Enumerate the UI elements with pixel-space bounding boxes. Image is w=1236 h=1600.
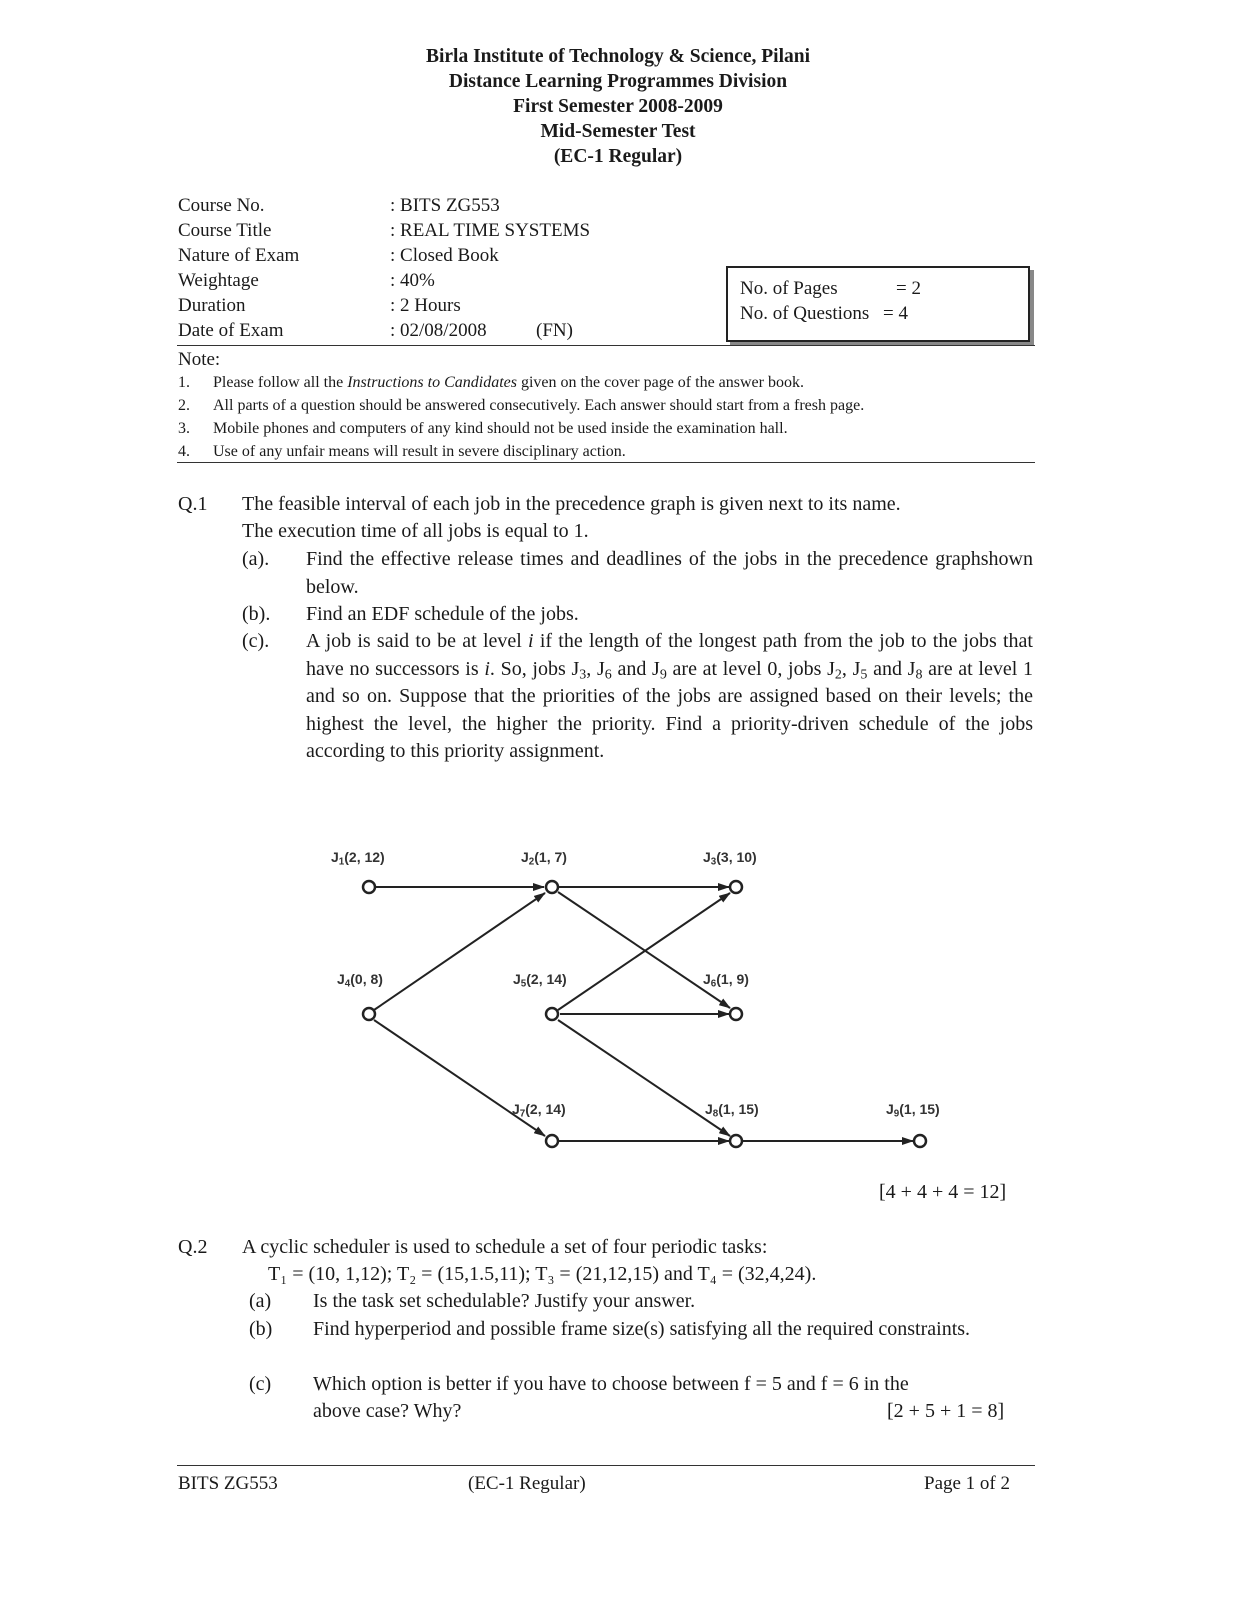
- division-name: Distance Learning Programmes Division: [448, 71, 788, 92]
- footer-exam: (EC-1 Regular): [468, 1473, 586, 1494]
- pages-label: No. of Pages: [740, 278, 838, 299]
- note-num: 4.: [178, 443, 190, 460]
- info-label: Course No.: [178, 195, 265, 216]
- page-number: Page 1 of 2: [924, 1473, 1011, 1494]
- graph-node-j2: [546, 881, 558, 893]
- test-name: Mid-Semester Test: [540, 121, 696, 142]
- graph-node-j8: [730, 1135, 742, 1147]
- question-intro: A cyclic scheduler is used to schedule a set of four periodic tasks:: [242, 1236, 768, 1258]
- part-label: (b).: [242, 603, 271, 625]
- part-text: Find the effective release times and deadlines of the jobs in the precedence graphshown below.: [306, 548, 1033, 598]
- node-label-j8: $J_8(1$, 15): [705, 1101, 759, 1120]
- divider: [177, 462, 1035, 463]
- marks: [2 + 5 + 1 = 8]: [887, 1400, 1005, 1422]
- part-label: (c).: [242, 630, 270, 652]
- node-label-j5: $J_5(2$, 14): [513, 971, 567, 990]
- graph-node-j3: [730, 881, 742, 893]
- part-text: Find an EDF schedule of the jobs.: [306, 603, 579, 625]
- question-number: Q.2: [178, 1236, 208, 1258]
- question-intro: The feasible interval of each job in the precedence graph is given next to its name.: [242, 493, 901, 515]
- semester: First Semester 2008-2009: [513, 96, 723, 117]
- questions-value: = 4: [883, 303, 908, 324]
- part-text: A job is said to be at level i if the length of the longest path from the job to the jobs that have no successors is i. So, jobs $J_3$, $J_6$ and $J_9$ are at level 0, jobs $J_2$, $J_5$ and $J_8$ are at level 1 and so on. Suppose that the priorities of the jobs are assigned based on their levels; the highest the level, the higher the priority. Find a priority-driven schedule of the jobs according to this priority assignment.: [306, 630, 1033, 762]
- node-label-j1: $J_1(2$, 12): [331, 849, 385, 868]
- part-text: Find hyperperiod and possible frame size(s) satisfying all the required constraints.: [313, 1318, 971, 1340]
- session: (FN): [536, 320, 573, 341]
- info-label: Weightage: [178, 270, 259, 291]
- graph-node-j6: [730, 1008, 742, 1020]
- note-item: Please follow all the Instructions to Candidates given on the cover page of the answer book.: [213, 374, 804, 391]
- node-label-j7: $J_7(2$, 14): [512, 1101, 566, 1120]
- note-num: 2.: [178, 397, 190, 414]
- question-number: Q.1: [178, 493, 208, 515]
- info-value: : REAL TIME SYSTEMS: [390, 220, 591, 241]
- task-set: T₁ = (10, 1,12); T₂ = (15,1.5,11); T₃ = (21,12,15) and T₄ = (32,4,24).: [268, 1263, 817, 1285]
- note-item: Use of any unfair means will result in severe disciplinary action.: [213, 443, 626, 460]
- node-label-j2: $J_2(1$, 7): [521, 849, 567, 868]
- info-value: : BITS ZG553: [390, 195, 500, 216]
- info-label: Date of Exam: [178, 320, 284, 341]
- graph-node-j7: [546, 1135, 558, 1147]
- graph-node-j4: [363, 1008, 375, 1020]
- info-value: : Closed Book: [390, 245, 499, 266]
- test-type: (EC-1 Regular): [553, 146, 683, 167]
- part-text: above case? Why?: [313, 1400, 462, 1422]
- part-label: (a): [249, 1290, 272, 1312]
- note-item: Mobile phones and computers of any kind should not be used inside the examination hall.: [213, 420, 788, 437]
- marks: [4 + 4 + 4 = 12]: [879, 1181, 1007, 1203]
- note-num: 1.: [178, 374, 190, 391]
- footer-course: BITS ZG553: [178, 1473, 278, 1494]
- node-label-j4: $J_4(0$, 8): [337, 971, 383, 990]
- part-label: (a).: [242, 548, 270, 570]
- note-num: 3.: [178, 420, 190, 437]
- precedence-graph: [300, 840, 980, 1160]
- node-label-j9: $J_9(1$, 15): [886, 1101, 940, 1120]
- notes-title: Note:: [178, 349, 221, 370]
- node-label-j6: $J_6(1$, 9): [703, 971, 749, 990]
- summary-box: [726, 266, 1030, 342]
- questions-label: No. of Questions: [740, 303, 870, 324]
- question-intro: The execution time of all jobs is equal to 1.: [242, 520, 589, 542]
- graph-node-j9: [914, 1135, 926, 1147]
- info-label: Duration: [178, 295, 246, 316]
- info-value: : 02/08/2008: [390, 320, 487, 341]
- institute-name: Birla Institute of Technology & Science, Pilani: [425, 46, 811, 67]
- graph-node-j1: [363, 881, 375, 893]
- divider: [177, 345, 1035, 346]
- part-text: Is the task set schedulable? Justify your answer.: [313, 1290, 696, 1312]
- part-text: Which option is better if you have to choose between f = 5 and f = 6 in the: [313, 1373, 909, 1395]
- part-label: (b): [249, 1318, 273, 1340]
- info-value: : 2 Hours: [390, 295, 461, 316]
- note-item: All parts of a question should be answered consecutively. Each answer should start from a fresh page.: [213, 397, 865, 414]
- node-label-j3: $J_3(3$, 10): [703, 849, 757, 868]
- part-label: (c): [249, 1373, 272, 1395]
- info-value: : 40%: [390, 270, 435, 291]
- graph-node-j5: [546, 1008, 558, 1020]
- pages-value: = 2: [896, 278, 921, 299]
- info-label: Course Title: [178, 220, 272, 241]
- info-label: Nature of Exam: [178, 245, 300, 266]
- footer-divider: [177, 1465, 1035, 1466]
